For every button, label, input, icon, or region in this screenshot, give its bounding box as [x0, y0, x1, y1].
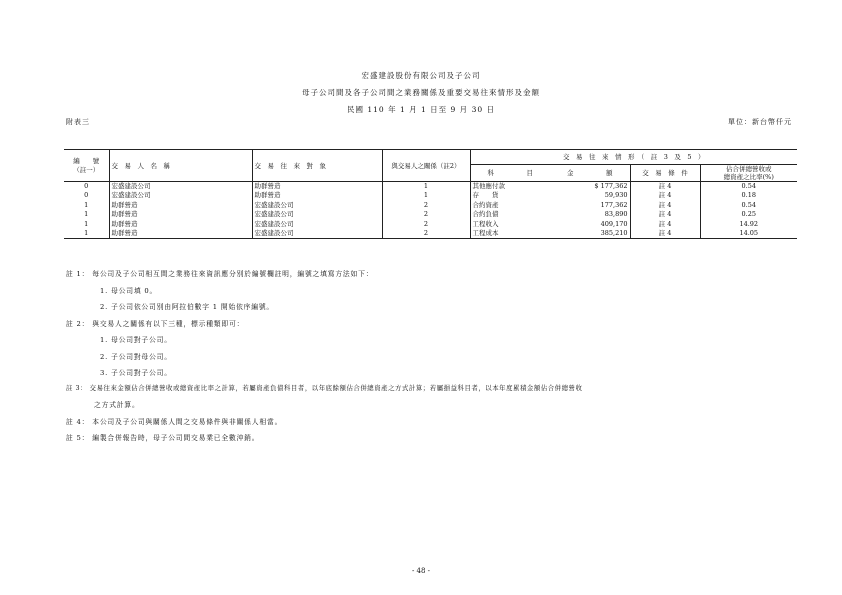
cell-no: 0 — [84, 191, 89, 200]
cell-ratio: 0.54 — [700, 182, 797, 191]
cell-ratio: 0.54 — [700, 201, 797, 210]
cell-relation: 1 — [382, 182, 470, 191]
header-no-line2: （註一） — [73, 165, 100, 174]
cell-terms: 註 4 — [630, 210, 700, 219]
cell-party: 宏盛建設公司 — [109, 191, 252, 200]
note-1-item-2: 2. 子公司依公司別由阿拉伯數字 1 開始依序編號。 — [100, 303, 275, 311]
cell-account: 工程收入 — [470, 220, 550, 229]
cell-relation: 1 — [382, 191, 470, 200]
cell-account: 合約資產 — [470, 201, 550, 210]
cell-counterparty: 宏盛建設公司 — [252, 201, 382, 210]
cell-counterparty: 助群營造 — [252, 182, 382, 191]
table-row — [64, 191, 797, 200]
cell-no: 1 — [64, 229, 109, 239]
note-3-line-2: 之方式計算。 — [94, 401, 140, 409]
cell-account: 合約負債 — [470, 210, 550, 219]
attachment-label: 附表三 — [66, 118, 90, 126]
cell-party: 助群營造 — [109, 210, 252, 219]
cell-amount: 409,170 — [600, 219, 628, 228]
cell-relation: 2 — [382, 229, 470, 239]
cell-terms: 註 4 — [630, 191, 700, 200]
currency-unit: 單位：新台幣仟元 — [728, 118, 792, 126]
company-title: 宏盛建設股份有限公司及子公司 — [361, 71, 481, 80]
note-1: 註 1： 每公司及子公司相互間之業務往來資訊應分別於編號欄註明，編號之填寫方法如下： — [66, 270, 374, 278]
header-ratio-line1: 佔合併總營收或 — [726, 165, 772, 173]
cell-ratio: 14.92 — [700, 220, 797, 229]
header-account: 科 目 — [470, 165, 550, 182]
report-period: 民國 110 年 1 月 1 日至 9 月 30 日 — [346, 105, 495, 114]
header-terms: 交 易 條 件 — [630, 165, 700, 182]
header-no — [64, 150, 109, 182]
cell-amount: 177,362 — [600, 200, 628, 209]
note-1-item-1: 1. 母公司填 0。 — [100, 287, 158, 295]
note-3-line-1: 註 3： 交易往來金額佔合併總營收或總資產比率之計算，若屬資產負債科目者，以年底餘額佔合併總資產之方式計算；若屬損益科目者，以本年度累積金額佔合併總營收 — [66, 384, 583, 392]
cell-counterparty: 助群營造 — [252, 191, 382, 200]
cell-ratio: 0.25 — [700, 210, 797, 219]
cell-no: 0 — [84, 182, 89, 190]
cell-account: 工程成本 — [470, 229, 550, 239]
cell-terms: 註 4 — [630, 220, 700, 229]
cell-ratio: 14.05 — [700, 229, 797, 239]
cell-amount: $ 177,362 — [594, 182, 628, 190]
cell-terms: 註 4 — [630, 201, 700, 210]
cell-party: 助群營造 — [109, 220, 252, 229]
cell-amount: 83,890 — [604, 210, 628, 219]
header-transaction-group: 交 易 往 來 情 形 （ 註 3 及 5 ） — [470, 150, 797, 165]
cell-ratio: 0.18 — [700, 191, 797, 200]
note-5: 註 5： 編製合併報告時，母子公司間交易業已全數沖銷。 — [66, 434, 260, 442]
header-amount: 金 額 — [567, 169, 613, 177]
cell-relation: 2 — [382, 220, 470, 229]
header-counterparty: 交 易 往 來 對 象 — [252, 150, 382, 182]
cell-no: 1 — [84, 200, 89, 209]
cell-terms: 註 4 — [630, 182, 700, 191]
page-number: - 48 - — [411, 567, 431, 575]
table-row — [64, 210, 797, 219]
cell-account: 其他應付款 — [470, 182, 550, 191]
cell-relation: 2 — [382, 201, 470, 210]
cell-relation: 2 — [382, 210, 470, 219]
cell-no: 1 — [84, 219, 89, 228]
cell-party: 助群營造 — [109, 201, 252, 210]
report-subtitle: 母子公司間及各子公司間之業務關係及重要交易往來情形及金額 — [302, 88, 540, 97]
note-2-item-3: 3. 子公司對子公司。 — [100, 369, 172, 377]
header-relation: 與交易人之關係（註2） — [382, 150, 470, 182]
cell-party: 助群營造 — [109, 229, 252, 239]
cell-party: 宏盛建設公司 — [109, 182, 252, 191]
cell-amount: 385,210 — [550, 229, 630, 239]
note-2-item-2: 2. 子公司對母公司。 — [100, 353, 172, 361]
table-row — [64, 201, 797, 210]
table-row — [64, 220, 797, 229]
cell-counterparty: 宏盛建設公司 — [252, 220, 382, 229]
header-ratio-line2: 總資產之比率(%) — [723, 173, 774, 181]
transaction-table — [64, 149, 797, 239]
table-row — [64, 229, 797, 239]
header-ratio — [700, 165, 797, 182]
note-4: 註 4： 本公司及子公司與關係人間之交易條件與非關係人相當。 — [66, 418, 283, 426]
note-2: 註 2： 與交易人之關係有以下三種，標示種類即可： — [66, 320, 245, 328]
header-no-line1: 編 號 — [73, 156, 100, 165]
cell-no: 1 — [84, 210, 89, 219]
cell-account: 存 貨 — [470, 191, 550, 200]
note-2-item-1: 1. 母公司對子公司。 — [100, 336, 172, 344]
cell-counterparty: 宏盛建設公司 — [252, 229, 382, 239]
cell-terms: 註 4 — [630, 229, 700, 239]
table-row — [64, 182, 797, 191]
cell-counterparty: 宏盛建設公司 — [252, 210, 382, 219]
header-party: 交 易 人 名 稱 — [109, 150, 252, 182]
cell-amount: 59,930 — [604, 191, 628, 200]
